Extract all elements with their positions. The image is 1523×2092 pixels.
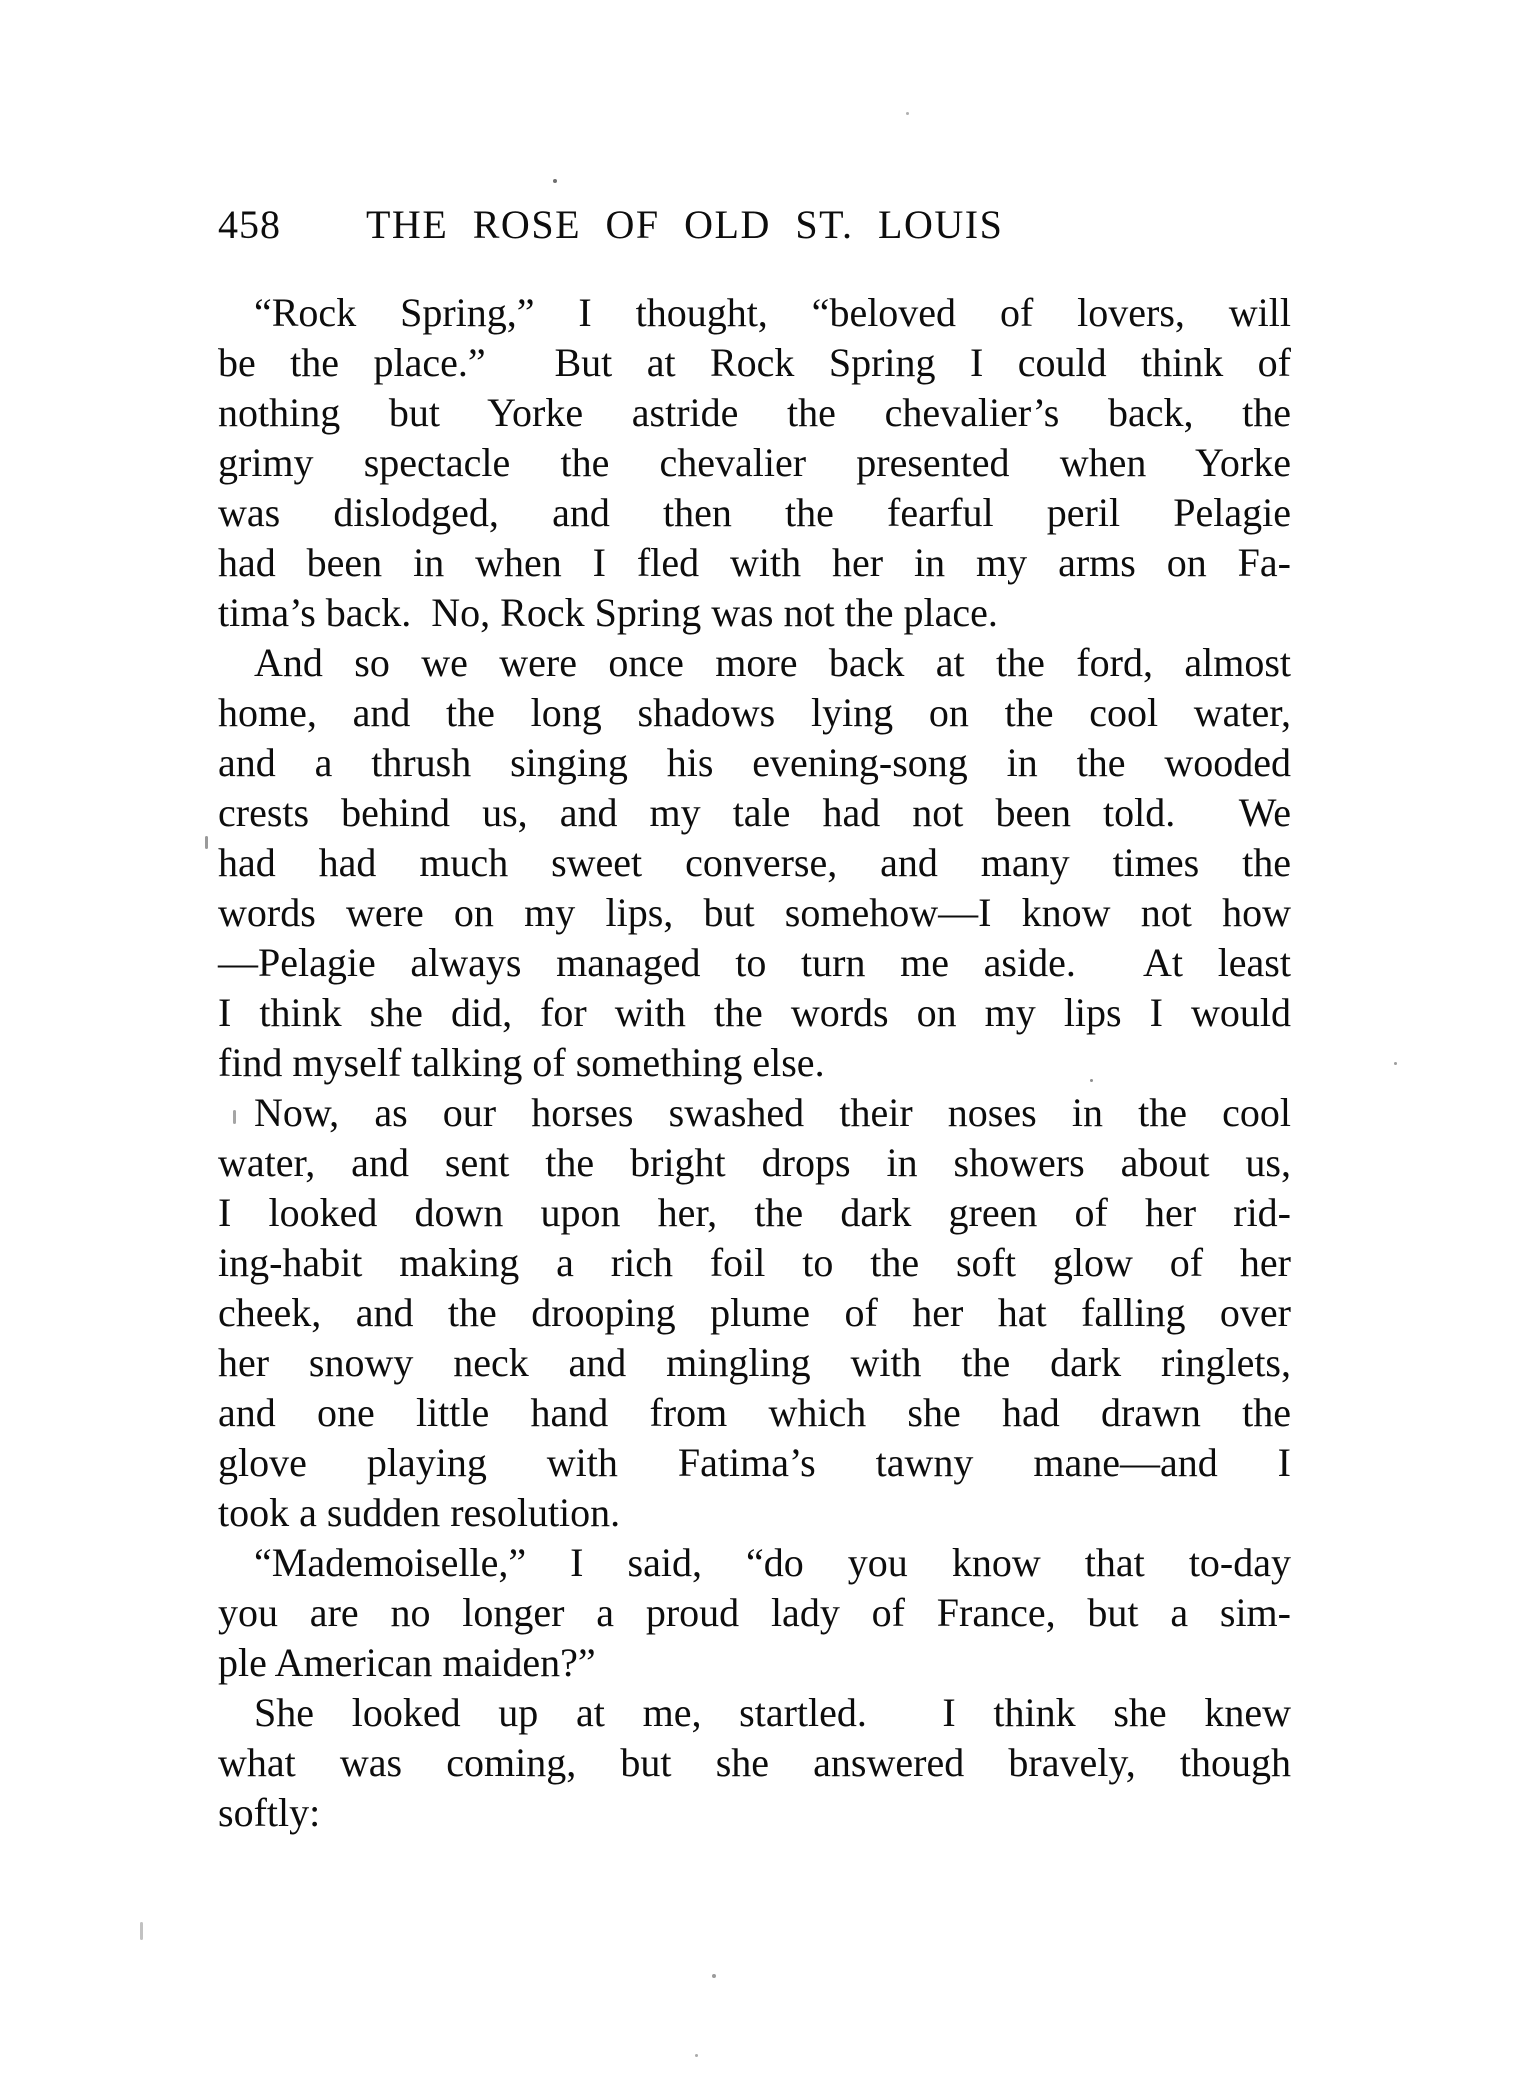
text-line: had been in when I fled with her in my arms on Fa- bbox=[218, 540, 1291, 585]
paragraph bbox=[218, 1088, 1291, 1538]
text-line: softly: bbox=[218, 1790, 321, 1835]
text-line: cheek, and the drooping plume of her hat falling over bbox=[218, 1290, 1291, 1335]
scan-artifact bbox=[1394, 1062, 1397, 1065]
scan-artifact bbox=[712, 1974, 716, 1978]
text-line: had had much sweet converse, and many times the bbox=[218, 840, 1291, 885]
text-line: ing-habit making a rich foil to the soft glow of her bbox=[218, 1240, 1291, 1285]
text-line: words were on my lips, but somehow—I know not how bbox=[218, 890, 1291, 935]
paragraph bbox=[218, 288, 1291, 638]
text-line: her snowy neck and mingling with the dark ringlets, bbox=[218, 1340, 1291, 1385]
text-block bbox=[218, 288, 1291, 1838]
paragraph bbox=[218, 638, 1291, 1088]
text-line: what was coming, but she answered bravely, though bbox=[218, 1740, 1291, 1785]
text-line: And so we were once more back at the ford, almost bbox=[254, 640, 1291, 685]
text-line: glove playing with Fatima’s tawny mane—and I bbox=[218, 1440, 1291, 1485]
page-title: THE ROSE OF OLD ST. LOUIS bbox=[366, 202, 1004, 247]
scan-artifact bbox=[553, 179, 557, 183]
scan-artifact bbox=[233, 1110, 236, 1124]
text-line: took a sudden resolution. bbox=[218, 1490, 621, 1535]
text-line: find myself talking of something else. bbox=[218, 1040, 825, 1085]
scan-artifact bbox=[695, 2054, 698, 2057]
text-line: was dislodged, and then the fearful peril Pelagie bbox=[218, 490, 1291, 535]
text-line: be the place.” But at Rock Spring I could think of bbox=[218, 340, 1291, 385]
text-line: grimy spectacle the chevalier presented when Yorke bbox=[218, 440, 1291, 485]
text-line: you are no longer a proud lady of France, but a sim- bbox=[218, 1590, 1291, 1635]
text-line: Now, as our horses swashed their noses in the cool bbox=[254, 1090, 1291, 1135]
paragraph bbox=[218, 1538, 1291, 1688]
page-header bbox=[218, 203, 1291, 247]
text-line: crests behind us, and my tale had not been told. We bbox=[218, 790, 1291, 835]
text-line: water, and sent the bright drops in showers about us, bbox=[218, 1140, 1291, 1185]
text-line: —Pelagie always managed to turn me aside. At least bbox=[218, 940, 1291, 985]
text-line: She looked up at me, startled. I think she knew bbox=[254, 1690, 1291, 1735]
text-line: I looked down upon her, the dark green of her rid- bbox=[218, 1190, 1291, 1235]
text-line: tima’s back. No, Rock Spring was not the place. bbox=[218, 590, 998, 635]
text-line: and one little hand from which she had drawn the bbox=[218, 1390, 1291, 1435]
text-line: and a thrush singing his evening-song in the wooded bbox=[218, 740, 1291, 785]
text-line: ple American maiden?” bbox=[218, 1640, 596, 1685]
page-number: 458 bbox=[218, 202, 281, 247]
scan-artifact bbox=[906, 112, 909, 115]
scan-artifact bbox=[205, 836, 208, 849]
text-line: nothing but Yorke astride the chevalier’s back, the bbox=[218, 390, 1291, 435]
text-line: home, and the long shadows lying on the cool water, bbox=[218, 690, 1291, 735]
scan-artifact bbox=[1090, 1079, 1093, 1082]
paragraph bbox=[218, 1688, 1291, 1838]
scan-artifact bbox=[140, 1922, 143, 1940]
text-line: I think she did, for with the words on my lips I would bbox=[218, 990, 1291, 1035]
text-line: “Rock Spring,” I thought, “beloved of lovers, will bbox=[254, 290, 1291, 335]
text-line: “Mademoiselle,” I said, “do you know that to-day bbox=[254, 1540, 1291, 1585]
